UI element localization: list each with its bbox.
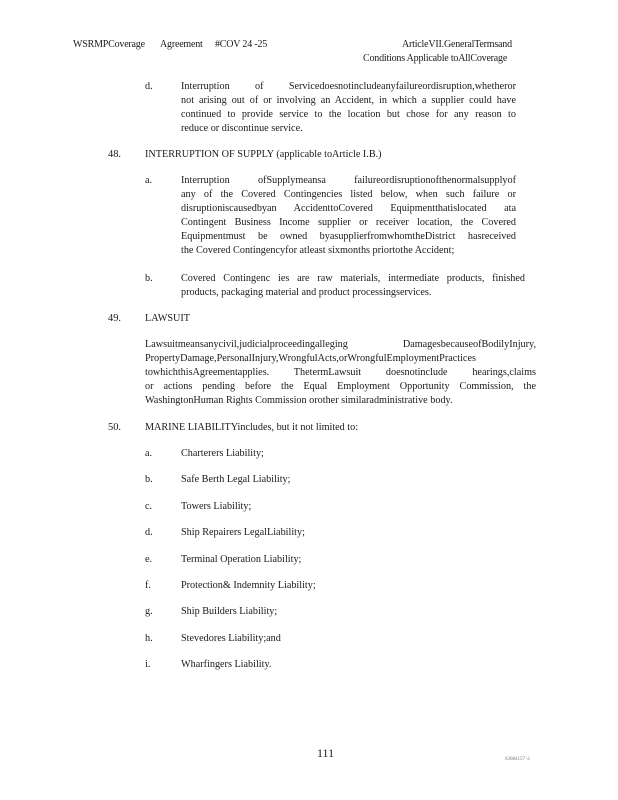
list-item — [145, 500, 385, 526]
section-48-a-body — [181, 174, 516, 258]
section-48-a-letter: a. — [145, 175, 153, 186]
list-item-letter: a. — [145, 448, 153, 459]
section-50-list — [145, 447, 385, 685]
list-item-letter: c. — [145, 500, 153, 512]
item-d-line: reduce or discontinue service. — [181, 123, 303, 134]
list-item-text: Charterers Liability; — [181, 448, 264, 459]
section-48-a-line: Interruption ofSupplymeansa failureordisruptionofthenormalsupplyof — [181, 175, 516, 186]
list-item — [145, 605, 385, 631]
section-50-title: MARINE LIABILITYincludes, but it not limited to: — [145, 422, 359, 433]
section-48-b-line: products, packaging material and product processingservices. — [181, 287, 432, 298]
list-item-letter: d. — [145, 527, 153, 539]
list-item — [145, 658, 385, 684]
list-item-letter: f. — [145, 579, 151, 591]
list-item-text: Stevedores Liability;and — [181, 632, 281, 644]
list-item-text: Ship Repairers LegalLiability; — [181, 527, 305, 539]
section-49-line: PropertyDamage,PersonalInjury,WrongfulActs,orWrongfulEmploymentPractices — [145, 353, 476, 364]
header-right-line1: ArticleVII.GeneralTermsand — [402, 39, 512, 50]
list-item-letter: e. — [145, 553, 153, 565]
section-48-title: INTERRUPTION OF SUPPLY (applicable toArticle I.B.) — [145, 149, 382, 160]
item-d-line: not arising out of or involving an Accident, in which a supplier could have — [181, 95, 516, 106]
item-d-line: continued to provide service to the location but chose for any reason to — [181, 109, 516, 120]
header-left: WSRMPCoverage — [73, 39, 145, 50]
document-id: 63684157 \1 — [505, 757, 531, 762]
list-item-text: Terminal Operation Liability; — [181, 553, 302, 565]
list-item — [145, 473, 385, 499]
section-48-a-line: any of the Covered Contingencies listed below, when such failure or — [181, 189, 516, 200]
list-item — [145, 447, 385, 473]
section-49-line: Lawsuitmeansanycivil,judicialproceedingalleging DamagesbecauseofBodilyInjury, — [145, 339, 536, 350]
section-49-line: towhichthisAgreementapplies. ThetermLawsuit doesnotinclude hearings,claims — [145, 367, 536, 378]
list-item-letter: g. — [145, 606, 153, 618]
header-number: #COV 24 -25 — [215, 39, 268, 50]
item-d-line: Interruption of Servicedoesnotincludeanyfailureordisruption,whetheror — [181, 81, 516, 92]
section-49-body — [145, 338, 536, 408]
list-item-text: Protection& Indemnity Liability; — [181, 579, 316, 591]
list-item-text: Safe Berth Legal Liability; — [181, 474, 291, 486]
section-49-title: LAWSUIT — [145, 313, 191, 324]
item-d-letter: d. — [145, 81, 153, 92]
list-item-letter: h. — [145, 632, 153, 644]
item-d-body — [181, 80, 516, 136]
section-50-number: 50. — [108, 422, 121, 433]
list-item-letter: b. — [145, 474, 153, 486]
header-agreement: Agreement — [160, 39, 203, 50]
list-item — [145, 526, 385, 552]
section-48-a-line: the Covered Contingencyfor atleast sixmonths priortothe Accident; — [181, 245, 455, 256]
list-item — [145, 632, 385, 658]
page-number: 111 — [317, 746, 335, 760]
section-48-a-line: disruptioniscausedbyan AccidenttoCovered Equipmentthatislocated ata — [181, 203, 516, 214]
section-48-b-line: Covered Contingenc ies are raw materials, intermediate products, finished — [181, 273, 525, 284]
list-item-text: Ship Builders Liability; — [181, 606, 278, 618]
list-item-text: Wharfingers Liability. — [181, 659, 272, 671]
section-48-b-letter: b. — [145, 273, 153, 284]
list-item-letter: i. — [145, 659, 151, 671]
list-item — [145, 553, 385, 579]
section-48-b-body — [181, 272, 525, 300]
list-item-text: Towers Liability; — [181, 500, 252, 512]
section-49-number: 49. — [108, 313, 121, 324]
section-49-line: or actions pending before the Equal Employment Opportunity Commission, the — [145, 381, 536, 392]
list-item — [145, 579, 385, 605]
header-right-line2: Conditions Applicable toAllCoverage — [363, 53, 508, 64]
section-48-number: 48. — [108, 149, 121, 160]
section-48-a-line: Contingent Business Income supplier or receiver location, the Covered — [181, 217, 516, 228]
section-48-a-line: Equipmentmust be owned byasupplierfromwhomtheDistrict hasreceived — [181, 231, 516, 242]
section-49-line: WashingtonHuman Rights Commission orother similaradministrative body. — [145, 395, 453, 406]
